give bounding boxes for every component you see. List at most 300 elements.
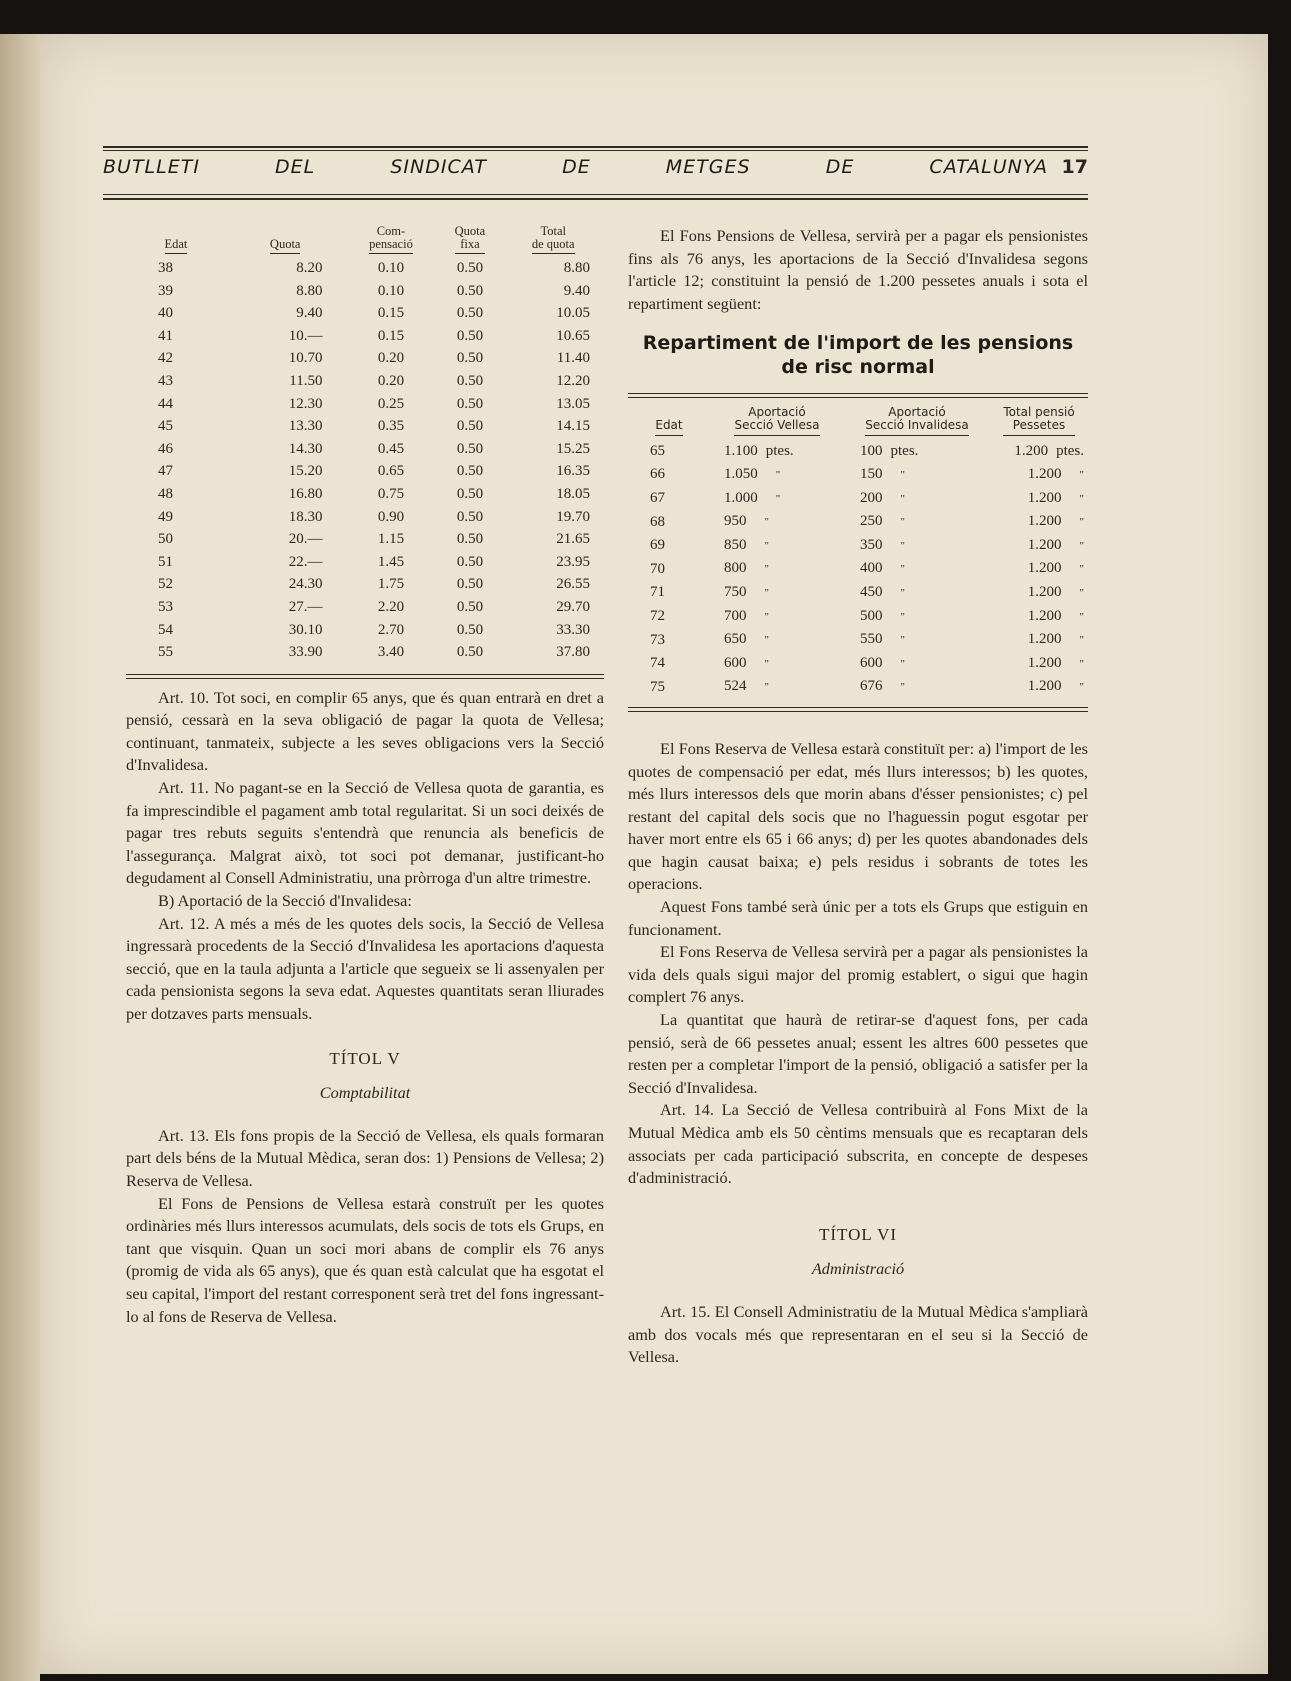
repartiment-bottom-rule [628, 707, 1088, 712]
fons-pensions-intro: El Fons Pensions de Vellesa, servirà per a pagar els pensionistes fins als 76 anys, les aportacions de la Secció d'Invalidesa segons l'article 12; constituint la pensió de 1.200 pessetes anuals i sota el repartiment següent: [628, 226, 1088, 313]
table-cell: 0.50 [456, 621, 484, 638]
paragraph: B) Aportació de la Secció d'Invalidesa: [158, 891, 412, 911]
cell-value: 1.200 [1027, 465, 1062, 482]
table-cell [710, 534, 844, 558]
cell-value: 550 [860, 631, 883, 648]
paragraph: Art. 14. La Secció de Vellesa contribuirà al Fons Mixt de la Mutual Mèdica amb els 50 cèntims mensuals que es recaptaran dels associats per cada participació subscrita, en concepte de despeses d'administració. [628, 1100, 1088, 1188]
table-cell: 0.50 [456, 327, 484, 344]
cell-value: 67 [650, 490, 665, 507]
cell-value: 350 [860, 536, 883, 553]
table-cell [628, 510, 710, 534]
table-cell: 0.50 [456, 644, 484, 661]
table-cell: 13.30 [288, 418, 323, 435]
ditto-mark: " [1079, 586, 1084, 599]
table-row [126, 257, 604, 280]
header-word: SINDICAT [390, 156, 487, 178]
cell-value: 69 [650, 537, 665, 554]
cell-value: 450 [860, 583, 883, 600]
table-cell: 1.75 [377, 576, 405, 593]
table-cell [710, 487, 844, 511]
table-header-cell [126, 225, 226, 257]
table-header-label: Quota fixa [455, 225, 486, 254]
table-cell: 33.90 [288, 644, 323, 661]
table-cell [990, 534, 1088, 558]
table-cell: 45 [158, 418, 173, 435]
cell-value: 950 [724, 513, 747, 530]
table-cell: 50 [158, 531, 173, 548]
table-cell: 14.15 [556, 418, 590, 435]
ditto-mark: " [900, 657, 905, 670]
table-cell [990, 487, 1088, 511]
table-row [628, 628, 1088, 652]
header-rule-bottom-thin [103, 194, 1088, 195]
ditto-mark: " [764, 610, 769, 623]
table-row [126, 415, 604, 438]
table-cell: 0.50 [456, 372, 484, 389]
ditto-mark: " [1079, 539, 1084, 552]
table-header-label: Edat [655, 419, 682, 436]
cell-value: 71 [650, 584, 665, 601]
right-articles [628, 738, 1088, 1190]
table-cell: 0.20 [377, 372, 405, 389]
table-cell: 1.15 [377, 531, 405, 548]
unit-label: ptes. [765, 443, 794, 460]
cell-value: 73 [650, 631, 665, 648]
cell-value: 1.200 [1027, 607, 1062, 624]
table-cell: 0.50 [456, 463, 484, 480]
table-cell: 0.10 [377, 282, 405, 299]
table-header-label: Edat [165, 238, 188, 254]
table-cell: 39 [158, 282, 173, 299]
table-cell: 12.30 [288, 395, 323, 412]
table-cell [628, 675, 710, 699]
right-column [628, 225, 1088, 1369]
table-cell [628, 652, 710, 676]
table-cell: 2.70 [377, 621, 405, 638]
paragraph: Art. 11. No pagant-se en la Secció de Vellesa quota de garantia, es fa imprescindible el pagament amb total regularitat. Si un soci deixés de pagar tres rebuts seguits s'entendrà que renuncia als beneficis de l'assegurança. Malgrat això, tot soci pot demanar, justificant-ho degudament al Consell Administratiu, una pròrroga d'un altre trimestre. [126, 778, 604, 888]
table-cell: 16.80 [288, 485, 323, 502]
left-articles [126, 687, 604, 1026]
paragraph: Art. 15. El Consell Administratiu de la Mutual Mèdica s'ampliarà amb dos vocals més que representaran en el seu si la Secció de Vellesa. [628, 1301, 1088, 1367]
table-row [628, 534, 1088, 558]
ditto-mark: " [764, 516, 769, 529]
ditto-mark: " [900, 681, 905, 694]
table-row [126, 393, 604, 416]
journal-title [103, 156, 1048, 178]
header-word: BUTLLETI [103, 156, 200, 178]
cell-value: 66 [650, 466, 665, 483]
table-cell: 0.50 [456, 260, 484, 276]
table-cell: 0.50 [456, 485, 484, 502]
table-cell: 46 [158, 440, 173, 457]
ditto-mark: " [775, 468, 781, 481]
table-cell: 15.20 [288, 463, 323, 480]
repartiment-heading: Repartiment de l'import de les pensions de risc normal [642, 332, 1074, 379]
table-cell: 20.— [288, 531, 323, 548]
table-cell: 51 [158, 553, 173, 570]
cell-value: 800 [724, 560, 747, 577]
table-header-cell [990, 402, 1088, 440]
table-row [126, 325, 604, 348]
table-cell: 47 [158, 463, 173, 480]
table-row [126, 370, 604, 393]
table-row [126, 551, 604, 574]
table-cell [990, 557, 1088, 581]
table-cell: 38 [158, 260, 173, 276]
paragraph: Aquest Fons també serà únic per a tots els Grups que estiguin en funcionament. [628, 897, 1088, 939]
table-cell: 0.50 [456, 508, 484, 525]
table-row [126, 302, 604, 325]
table-cell: 8.80 [563, 260, 590, 276]
table-header-cell [844, 402, 990, 440]
table-header-cell [437, 225, 502, 257]
cell-value: 524 [724, 678, 747, 695]
header-word: DEL [275, 156, 316, 178]
paragraph: El Fons de Pensions de Vellesa estarà construït per les quotes ordinàries més llurs interessos acumulats, dels socis de tots els Grups, en tant que visquin. Quan un soci mori abans de complir els 76 anys (promig de vida als 65 anys), que és quan està calculat que ha esgotat el seu capital, l'import del restant corresponent serà tret del fons ingressant-lo al fons de Reserva de Vellesa. [126, 1193, 604, 1326]
table-row [628, 605, 1088, 629]
ditto-mark: " [1079, 657, 1084, 670]
table-cell [710, 605, 844, 629]
table-cell: 27.— [288, 598, 323, 615]
paragraph: La quantitat que haurà de retirar-se d'aquest fons, per cada pensió, serà de 66 pessetes anual; essent les altres 600 pessetes que resten per a completar l'import de la pensió, obligació a satisfer per la Secció d'Invalidesa. [628, 1010, 1088, 1097]
table-cell: 0.50 [456, 576, 484, 593]
cell-value: 1.200 [1027, 678, 1062, 695]
table-row [126, 460, 604, 483]
table-cell: 0.15 [377, 305, 405, 322]
table-cell: 41 [158, 327, 173, 344]
table-row [628, 675, 1088, 699]
table-cell: 29.70 [556, 598, 590, 615]
table-cell: 0.90 [377, 508, 405, 525]
table-cell: 8.80 [296, 282, 323, 299]
cell-value: 700 [724, 607, 747, 624]
right-articles-2 [628, 1301, 1088, 1369]
table-cell [844, 628, 990, 652]
header-rule-top [103, 146, 1088, 148]
table-header-label: Com- pensació [369, 225, 413, 254]
table-cell [628, 557, 710, 581]
ditto-mark: " [900, 634, 905, 647]
table-cell [710, 463, 844, 487]
table-cell: 40 [158, 305, 173, 322]
table-cell: 49 [158, 508, 173, 525]
table-cell [710, 581, 844, 605]
table-row [126, 483, 604, 506]
cell-value: 1.200 [1027, 631, 1062, 648]
titol-v-subtitle: Comptabilitat [319, 1083, 411, 1103]
unit-label: ptes. [890, 443, 919, 460]
page-left-edge [0, 34, 40, 1681]
table-row [126, 573, 604, 596]
table-row [628, 463, 1088, 487]
ditto-mark: " [764, 681, 769, 694]
table-header-label: Quota [270, 238, 301, 254]
cell-value: 1.200 [1027, 654, 1062, 671]
cell-value: 600 [724, 654, 747, 671]
table-cell: 26.55 [556, 576, 590, 593]
table-cell: 37.80 [556, 644, 590, 661]
table-cell [710, 440, 844, 463]
table-row [126, 347, 604, 370]
cell-value: 1.200 [1027, 536, 1062, 553]
table-cell: 30.10 [288, 621, 323, 638]
table-cell: 0.50 [456, 531, 484, 548]
cell-value: 1.200 [1027, 513, 1062, 530]
table-header-label: Aportació Secció Vellesa [734, 406, 819, 436]
table-cell: 33.30 [556, 621, 590, 638]
repartiment-table [628, 402, 1088, 699]
table-row [126, 280, 604, 303]
table-cell [628, 534, 710, 558]
cell-value: 70 [650, 560, 665, 577]
table-row [126, 438, 604, 461]
table-cell: 15.25 [556, 440, 590, 457]
header-word: DE [825, 156, 855, 178]
table-cell: 0.25 [377, 395, 405, 412]
cell-value: 850 [724, 536, 747, 553]
ditto-mark: " [1079, 516, 1084, 529]
table-cell: 44 [158, 395, 173, 412]
table-cell: 9.40 [563, 282, 590, 299]
table-cell: 13.05 [556, 395, 590, 412]
table-cell: 18.30 [288, 508, 323, 525]
table-row [628, 581, 1088, 605]
header-rule-bottom [103, 198, 1088, 200]
ditto-mark: " [1079, 468, 1084, 481]
ditto-mark: " [900, 610, 905, 623]
ditto-mark: " [1079, 610, 1084, 623]
titol-vi-heading: TÍTOL VI [818, 1224, 898, 1244]
cell-value: 75 [650, 678, 665, 695]
cell-value: 1.200 [1027, 489, 1062, 506]
cell-value: 1.000 [724, 489, 758, 506]
table-cell: 14.30 [288, 440, 323, 457]
ditto-mark: " [1079, 563, 1084, 576]
cell-value: 1.200 [1027, 583, 1062, 600]
table-header-cell [628, 402, 710, 440]
table-cell: 18.05 [556, 485, 590, 502]
table-cell: 0.35 [377, 418, 405, 435]
table-cell [844, 487, 990, 511]
table-cell [844, 557, 990, 581]
table-header-cell [344, 225, 437, 257]
table-cell [710, 675, 844, 699]
table-cell [844, 463, 990, 487]
table-cell [844, 652, 990, 676]
paragraph: El Fons Reserva de Vellesa servirà per a pagar als pensionistes la vida dels quals sigui major del promig establert, o sigui que hagin complert 76 anys. [628, 942, 1088, 1007]
table-cell: 21.65 [556, 531, 590, 548]
table-cell [628, 440, 710, 463]
left-articles-2 [126, 1125, 604, 1328]
table-cell: 10.65 [556, 327, 590, 344]
table-cell [990, 463, 1088, 487]
table-cell: 0.50 [456, 440, 484, 457]
table-row [126, 619, 604, 642]
paragraph: El Fons Reserva de Vellesa estarà constituït per: a) l'import de les quotes de compensació per edat, més llurs interessos; b) les quotes, més llurs interessos dels que morin abans d'ésser pensionistes; c) pel restant del capital dels socis que no l'haguessin pogut esgotar per haver mort entre els 65 i 66 anys; d) per les quotes abandonades dels que hagin causat baixa; e) pels residus i sobrants de totes les operacions. [628, 738, 1088, 894]
ditto-mark: " [764, 657, 769, 670]
header-word: DE [562, 156, 591, 178]
table-cell [990, 440, 1088, 463]
ditto-mark: " [900, 468, 905, 481]
titol-v-heading: TÍTOL V [329, 1048, 401, 1068]
table-cell: 0.20 [377, 350, 405, 367]
table-cell: 10.05 [556, 305, 590, 322]
cell-value: 500 [860, 607, 883, 624]
ditto-mark: " [764, 539, 769, 552]
table-cell: 0.50 [456, 418, 484, 435]
table-cell [990, 510, 1088, 534]
cell-value: 1.100 [724, 443, 758, 460]
table-row [126, 596, 604, 619]
table-cell: 0.50 [456, 395, 484, 412]
table-cell: 9.40 [296, 305, 323, 322]
table-cell [628, 463, 710, 487]
ditto-mark: " [900, 586, 905, 599]
cell-value: 72 [650, 608, 665, 625]
table-cell: 0.50 [456, 598, 484, 615]
table-cell: 3.40 [377, 644, 405, 661]
table-cell: 0.75 [377, 485, 405, 502]
cell-value: 100 [860, 443, 883, 460]
table-cell [990, 652, 1088, 676]
cell-value: 676 [860, 678, 883, 695]
table-row [628, 510, 1088, 534]
table-cell: 1.45 [377, 553, 405, 570]
header-rule-top-thin [103, 150, 1088, 151]
table-cell [710, 557, 844, 581]
table-row [126, 641, 604, 664]
table-cell: 12.20 [556, 372, 590, 389]
cell-value: 200 [860, 489, 883, 506]
table-header-cell [226, 225, 345, 257]
ditto-mark: " [764, 563, 769, 576]
table-cell: 0.65 [377, 463, 405, 480]
table-cell [844, 510, 990, 534]
table-cell [844, 440, 990, 463]
ditto-mark: " [775, 492, 781, 505]
cell-value: 65 [650, 443, 665, 460]
ditto-mark: " [900, 563, 905, 576]
table-cell [710, 652, 844, 676]
cell-value: 250 [860, 513, 883, 530]
table-cell: 19.70 [556, 508, 590, 525]
ditto-mark: " [900, 516, 905, 529]
titol-vi-subtitle: Administració [811, 1259, 905, 1279]
table-cell: 10.70 [288, 350, 323, 367]
table-cell [628, 628, 710, 652]
table-cell: 43 [158, 372, 173, 389]
table-cell [710, 510, 844, 534]
ditto-mark: " [1079, 634, 1084, 647]
table-header-label: Total de quota [532, 225, 575, 254]
table-cell: 23.95 [556, 553, 590, 570]
table-cell: 2.20 [377, 598, 405, 615]
table-cell [844, 675, 990, 699]
table-cell: 24.30 [288, 576, 323, 593]
table-cell: 16.35 [556, 463, 590, 480]
table-cell: 0.10 [377, 260, 405, 276]
ditto-mark: " [1079, 492, 1084, 505]
table-cell [990, 581, 1088, 605]
cell-value: 750 [724, 583, 747, 600]
table-row [126, 528, 604, 551]
cell-value: 150 [860, 465, 883, 482]
table-cell: 11.50 [289, 372, 323, 389]
table-cell [844, 605, 990, 629]
cell-value: 1.200 [1027, 560, 1062, 577]
table-cell [844, 581, 990, 605]
table-cell: 22.— [288, 553, 323, 570]
ditto-mark: " [900, 539, 905, 552]
table-cell: 42 [158, 350, 173, 367]
ditto-mark: " [764, 634, 769, 647]
repartiment-top-rule [628, 393, 1088, 398]
table-cell: 8.20 [296, 260, 323, 276]
ditto-mark: " [900, 492, 905, 505]
table-cell [990, 628, 1088, 652]
table-cell: 0.50 [456, 305, 484, 322]
table-cell: 0.50 [456, 350, 484, 367]
cell-value: 650 [724, 631, 747, 648]
table-header-cell [502, 225, 604, 257]
table-row [126, 506, 604, 529]
table-cell: 0.45 [377, 440, 405, 457]
cell-value: 1.050 [724, 465, 758, 482]
cell-value: 74 [650, 655, 665, 672]
header-word: METGES [665, 156, 751, 178]
table-cell: 53 [158, 598, 173, 615]
cell-value: 68 [650, 513, 665, 530]
table-cell [844, 534, 990, 558]
page-number: 17 [1061, 156, 1088, 178]
unit-label: ptes. [1056, 443, 1084, 460]
table-end-rule [126, 674, 604, 679]
paragraph: Art. 10. Tot soci, en complir 65 anys, que és quan entrarà en dret a pensió, cessarà en la seva obligació de pagar la quota de Vellesa; continuant, tanmateix, subjecte a les seves obligacions vers la Secció d'Invalidesa. [126, 687, 604, 775]
table-row [628, 652, 1088, 676]
table-cell: 0.50 [456, 553, 484, 570]
table-cell [990, 675, 1088, 699]
table-cell: 0.50 [456, 282, 484, 299]
cell-value: 400 [860, 560, 883, 577]
table-header-label: Aportació Secció Invalidesa [865, 406, 969, 436]
table-row [628, 557, 1088, 581]
table-cell: 55 [158, 644, 173, 661]
table-cell: 54 [158, 621, 173, 638]
table-cell [710, 628, 844, 652]
quota-table [126, 225, 604, 664]
cell-value: 600 [860, 654, 883, 671]
ditto-mark: " [1079, 681, 1084, 694]
table-header-cell [710, 402, 844, 440]
running-header [103, 110, 1088, 204]
table-cell [628, 487, 710, 511]
table-row [628, 440, 1088, 463]
table-cell: 52 [158, 576, 173, 593]
table-cell [628, 605, 710, 629]
table-cell: 10.— [288, 327, 323, 344]
cell-value: 1.200 [1014, 443, 1049, 460]
table-cell: 48 [158, 485, 173, 502]
table-header-label: Total pensió Pessetes [1003, 406, 1074, 436]
paragraph: Art. 12. A més a més de les quotes dels socis, la Secció de Vellesa ingressarà procedents de la Secció d'Invalidesa les aportacions d'aquesta secció, que en la taula adjunta a l'article que segueix se li assenyalen per cada pensionista segons la seva edat. Aquestes quantitats seran lliurades per dotzaves parts mensuals. [126, 913, 604, 1023]
paragraph: Art. 13. Els fons propis de la Secció de Vellesa, els quals formaran part dels béns de la Mutual Mèdica, seran dos: 1) Pensions de Vellesa; 2) Reserva de Vellesa. [126, 1125, 604, 1190]
table-cell: 0.15 [377, 327, 405, 344]
table-row [628, 487, 1088, 511]
table-cell [628, 581, 710, 605]
table-cell: 11.40 [556, 350, 590, 367]
ditto-mark: " [764, 586, 769, 599]
table-cell [990, 605, 1088, 629]
